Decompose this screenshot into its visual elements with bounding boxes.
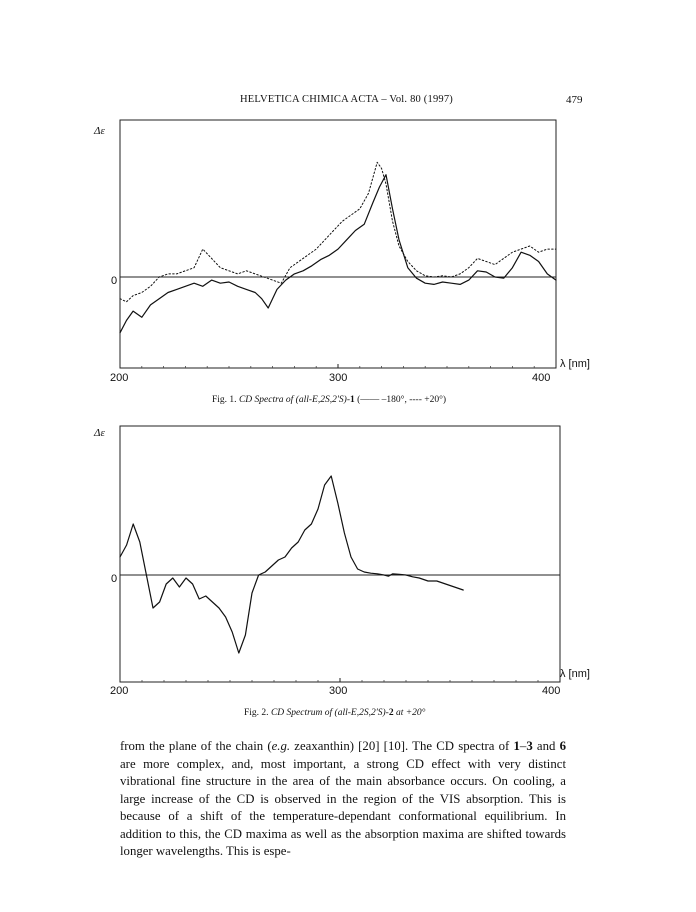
y-axis-label: Δε — [94, 125, 105, 137]
plot-frame — [120, 426, 560, 682]
caption-compound: 2 — [388, 708, 394, 718]
x-tick-label-400: 400 — [542, 685, 561, 697]
caption-label: Fig. 1. — [212, 395, 237, 405]
plot-area-2 — [120, 426, 560, 682]
x-tick-label-200: 200 — [110, 372, 129, 384]
caption-compound: 1 — [349, 395, 355, 405]
caption-text: CD Spectra of (all-E,2S,2′S)- — [238, 395, 350, 405]
caption-legend: (—— –180°, ---- +20°) — [357, 395, 447, 405]
x-tick-label-400: 400 — [532, 372, 551, 384]
x-tick-label-300: 300 — [329, 685, 348, 697]
x-tick-label-200: 200 — [110, 685, 129, 697]
figure-2-caption — [244, 708, 425, 718]
caption-text: CD Spectrum of (all-E,2S,2′S)- — [270, 708, 389, 718]
x-tick-label-300: 300 — [329, 372, 348, 384]
body-paragraph: from the plane of the chain (e.g. zeaxanthin) [20] [10]. The CD spectra of 1–3 and 6 are more complex, and, most important, a strong CD effect with very distinct vibrational fine structure in the area of the main absorbance occurs. On cooling, a large increase of the CD is observed in the region of the VIS absorption. This is because of a shift of the temperature-dependant conformational equilibrium. In addition to this, the CD maxima as well as the absorption maxima are shifted towards longer wavelengths. This is espe- — [120, 739, 566, 858]
journal-title: HELVETICA CHIMICA ACTA – Vol. 80 (1997) — [240, 94, 453, 105]
page-number: 479 — [566, 94, 583, 106]
y-axis-label: Δε — [94, 427, 105, 439]
x-axis-unit: λ [nm] — [560, 358, 590, 370]
zero-label: 0 — [111, 275, 118, 287]
series-line-solid — [120, 476, 463, 653]
caption-suffix: at +20° — [395, 708, 426, 718]
caption-label: Fig. 2. — [244, 708, 269, 718]
x-axis-unit: λ [nm] — [560, 668, 590, 680]
zero-label: 0 — [111, 573, 118, 585]
